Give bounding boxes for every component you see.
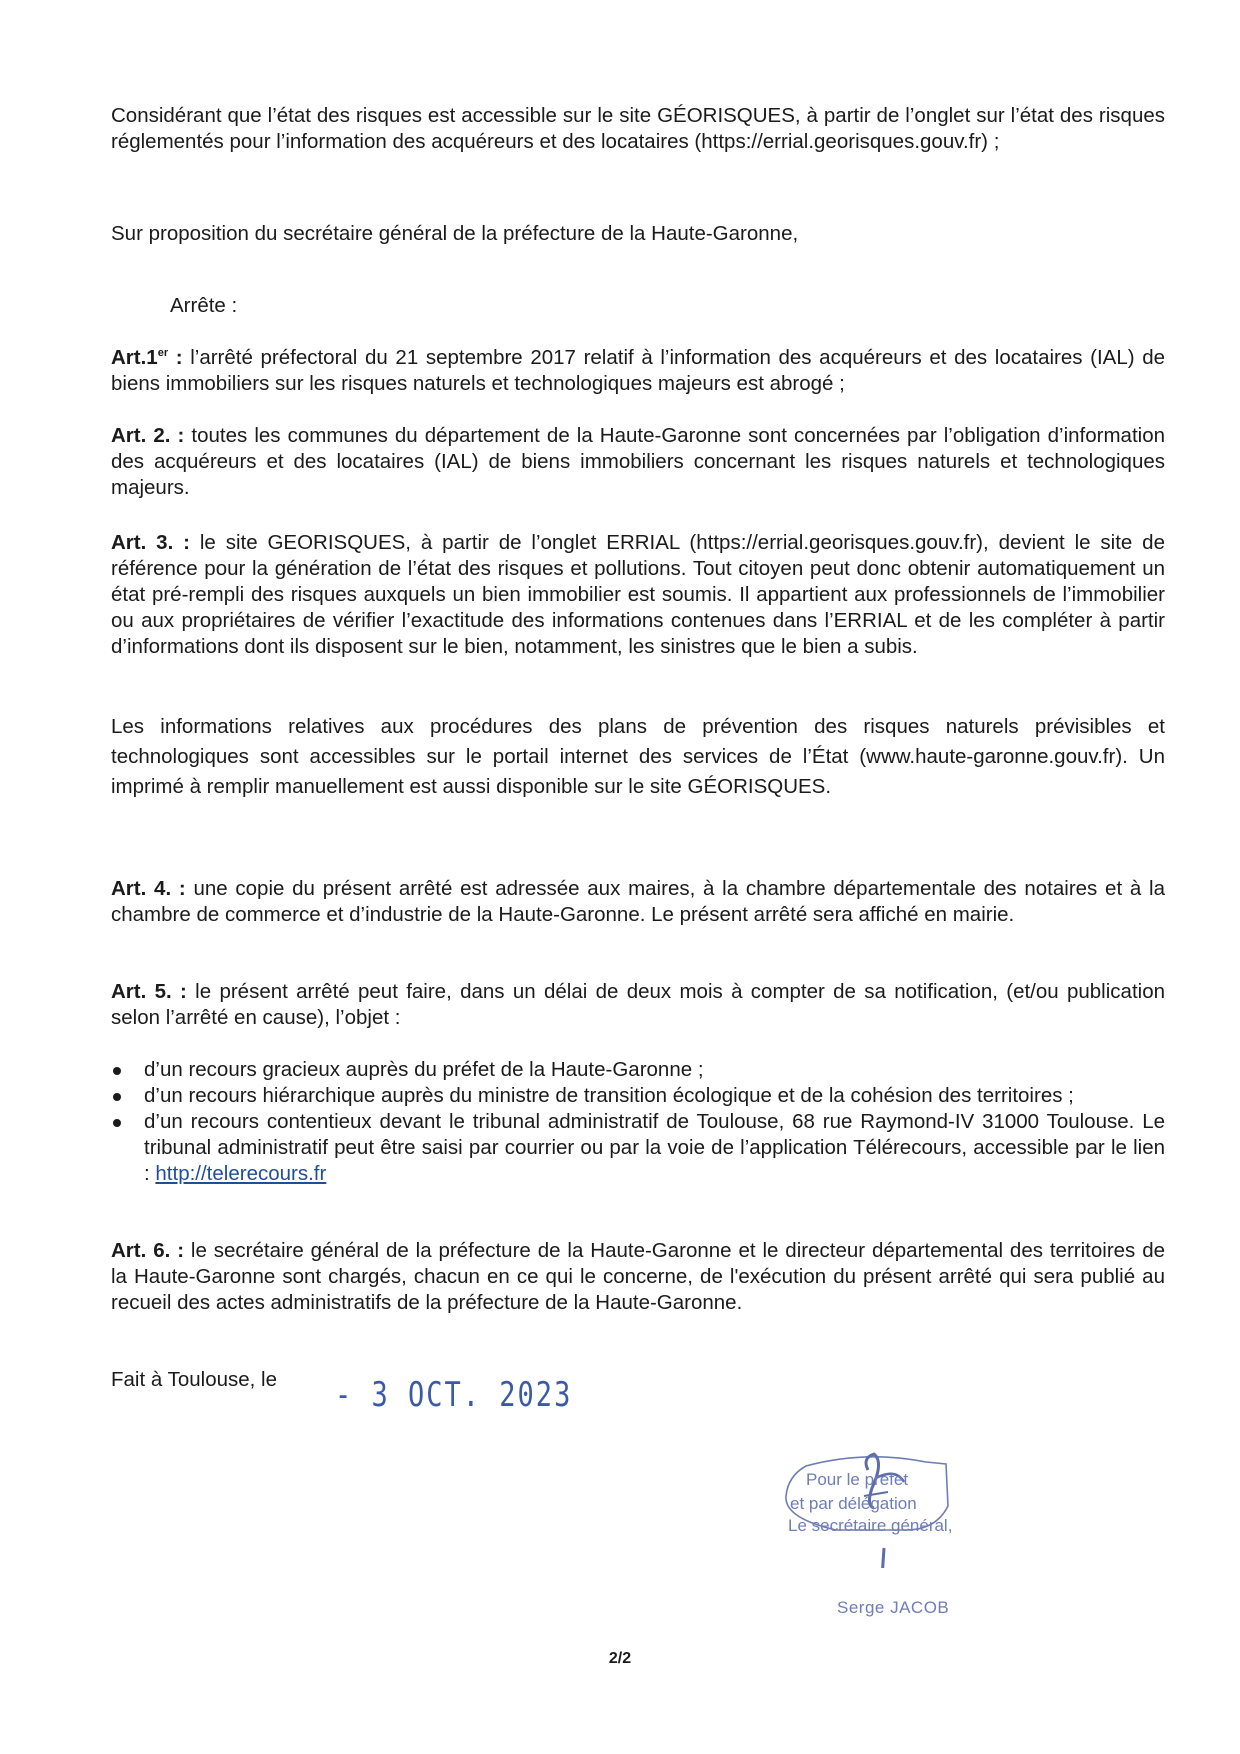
article-6-text: le secrétaire général de la préfecture de la Haute-Garonne et le directeur départemental des territoires de la Haute-Garonne sont chargés, chacun en ce qui le concerne, de l'exécution du présent arrêté qui sera publié au recueil des actes administratifs de la préfecture de la Haute-Garonne. (111, 1239, 1165, 1314)
article-6 (111, 1238, 1165, 1316)
informations-text: Les informations relatives aux procédures des plans de prévention des risques naturels prévisibles et technologiques sont accessibles sur le portail internet des services de l’État (www.haute-garonne.gouv.fr). Un imprimé à remplir manuellement est aussi disponible sur le site GÉORISQUES. (111, 715, 1165, 798)
article-3-text: le site GEORISQUES, à partir de l’onglet ERRIAL (https://errial.georisques.gouv.fr), devient le site de référence pour la génération de l’état des risques et pollutions. Tout citoyen peut donc obtenir automatiquement un état pré-rempli des risques auxquels un bien immobilier est soumis. Il appartient aux professionnels de l’immobilier ou aux propriétaires de vérifier l’exactitude des informations contenues dans l’ERRIAL et de les compléter à partir d’informations dont ils disposent sur le bien, notamment, les sinistres que le bien a subis. (111, 531, 1165, 658)
article-3-label: Art. 3. : (111, 531, 190, 554)
article-1-label: Art.1er : (111, 346, 191, 369)
bullet-icon (113, 1093, 121, 1101)
list-item: d’un recours gracieux auprès du préfet de la Haute-Garonne ; (111, 1057, 1165, 1083)
bullet-icon (113, 1119, 121, 1127)
proposition-text: Sur proposition du secrétaire général de la préfecture de la Haute-Garonne, (111, 222, 799, 245)
stamp-line-3: Le secrétaire général, (788, 1516, 953, 1535)
signer-name: Serge JACOB (837, 1598, 950, 1617)
article-5-text: le présent arrêté peut faire, dans un délai de deux mois à compter de sa notification, (et/ou publication selon l’arrêté en cause), l’objet : (111, 980, 1165, 1029)
article-1 (111, 345, 1165, 397)
arrete-text: Arrête : (170, 294, 238, 317)
place-date-label: Fait à Toulouse, le (111, 1368, 278, 1391)
informations-paragraph (111, 712, 1165, 802)
bullet-icon (113, 1067, 121, 1075)
recours-list (111, 1057, 1165, 1187)
article-2-text: toutes les communes du département de la Haute-Garonne sont concernées par l’obligation d’information des acquéreurs et des locataires (IAL) de biens immobiliers concernant les risques naturels et technologiques majeurs. (111, 424, 1166, 499)
arrete-heading (170, 293, 470, 319)
list-item: d’un recours contentieux devant le tribunal administratif de Toulouse, 68 rue Raymond-IV 31000 Toulouse. Le tribunal administratif peut être saisi par courrier ou par la voie de l’application Télérecours, accessible par le lien : http://telerecours.fr (111, 1109, 1165, 1187)
article-4-label: Art. 4. : (111, 877, 186, 900)
stamp-line-2: et par délégation (790, 1494, 917, 1513)
considerant-paragraph (111, 103, 1165, 155)
page-number: 2/2 (608, 1650, 632, 1667)
article-2-label: Art. 2. : (111, 424, 185, 447)
stamp-line-1: Pour le préfet (806, 1470, 909, 1489)
delegation-stamp (776, 1448, 1016, 1568)
telerecours-link[interactable]: http://telerecours.fr (155, 1162, 327, 1185)
article-1-text: l’arrêté préfectoral du 21 septembre 2017 relatif à l’information des acquéreurs et des locataires (IAL) de biens immobiliers sur les risques naturels et technologiques majeurs est abrogé ; (111, 346, 1165, 395)
article-2 (111, 423, 1165, 501)
article-5 (111, 979, 1165, 1031)
article-6-label: Art. 6. : (111, 1239, 185, 1262)
article-4-text: une copie du présent arrêté est adressée aux maires, à la chambre départementale des notaires et à la chambre de commerce et d’industrie de la Haute-Garonne. Le présent arrêté sera affiché en mairie. (111, 877, 1165, 926)
article-3 (111, 530, 1165, 660)
date-stamp: - 3 OCT. 2023 (335, 1376, 573, 1415)
article-4 (111, 876, 1165, 928)
proposition-paragraph (111, 221, 1165, 247)
considerant-text: Considérant que l’état des risques est accessible sur le site GÉORISQUES, à partir de l’onglet sur l’état des risques réglementés pour l’information des acquéreurs et des locataires (https://errial.georisques.gouv.fr) ; (111, 104, 1165, 153)
article-5-label: Art. 5. : (111, 980, 187, 1003)
list-item: d’un recours hiérarchique auprès du ministre de transition écologique et de la cohésion des territoires ; (111, 1083, 1165, 1109)
